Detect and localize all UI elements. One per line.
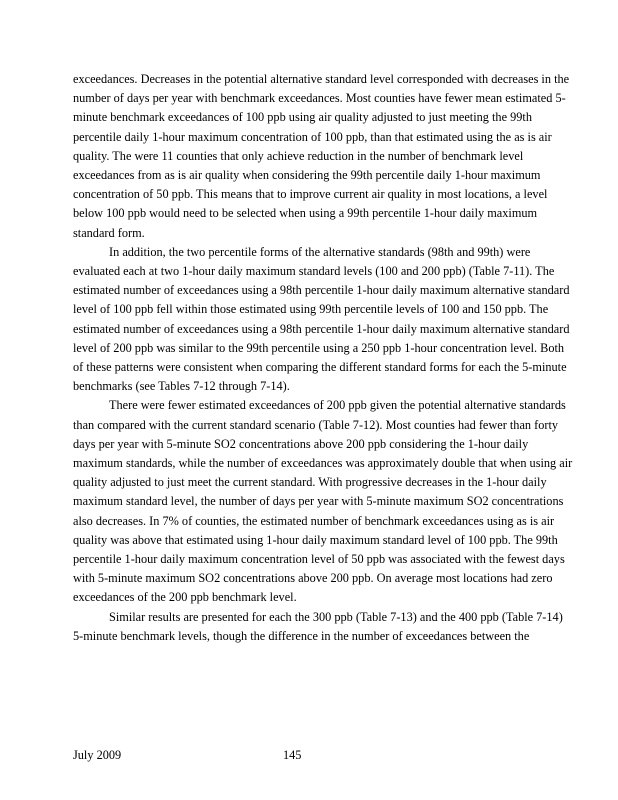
body-text (73, 70, 573, 646)
footer-date: July 2009 (73, 748, 122, 762)
paragraph-3: There were fewer estimated exceedances of 200 ppb given the potential alternative standards than compared with the current standard scenario (Table 7-12). Most counties had fewer than forty days per year with 5-minute SO2 concentrations above 200 ppb considering the 1-hour daily maximum standards, while the number of exceedances was approximately double that when using air quality adjusted to just meet the current standard. With progressive decreases in the 1-hour daily maximum standard level, the number of days per year with 5-minute maximum SO2 concentrations also decreases. In 7% of counties, the estimated number of benchmark exceedances using as is air quality was above that estimated using 1-hour daily maximum standard level of 100 ppb. The 99th percentile 1-hour daily maximum concentration level of 50 ppb was associated with the fewest days with 5-minute maximum SO2 concentrations above 200 ppb. On average most locations had zero exceedances of the 200 ppb benchmark level. (73, 398, 573, 605)
paragraph-4: Similar results are presented for each the 300 ppb (Table 7-13) and the 400 ppb (Table 7-14) 5-minute benchmark levels, though the difference in the number of exceedances between the (73, 609, 563, 643)
paragraph-2: In addition, the two percentile forms of the alternative standards (98th and 99th) were evaluated each at two 1-hour daily maximum standard levels (100 and 200 ppb) (Table 7-11). The estimated number of exceedances using a 98th percentile 1-hour daily maximum alternative standard level of 100 ppb fell within those estimated using 99th percentile levels of 100 and 150 ppb. The estimated number of exceedances using a 98th percentile 1-hour daily maximum alternative standard level of 200 ppb was similar to the 99th percentile using a 250 ppb 1-hour concentration level. Both of these patterns were consistent when comparing the different standard forms for each the 5-minute benchmarks (see Tables 7-12 through 7-14). (73, 244, 570, 394)
page-number: 145 (283, 748, 302, 762)
paragraph-1: exceedances. Decreases in the potential alternative standard level corresponded with decreases in the number of days per year with benchmark exceedances. Most counties have fewer mean estimated 5-minute benchmark exceedances of 100 ppb using air quality adjusted to just meeting the 99th percentile daily 1-hour maximum concentration of 100 ppb, than that estimated using the as is air quality. The were 11 counties that only achieve reduction in the number of benchmark level exceedances from as is air quality when considering the 99th percentile daily 1-hour maximum concentration of 50 ppb. This means that to improve current air quality in most locations, a level below 100 ppb would need to be selected when using a 99th percentile 1-hour daily maximum standard form. (73, 72, 570, 240)
